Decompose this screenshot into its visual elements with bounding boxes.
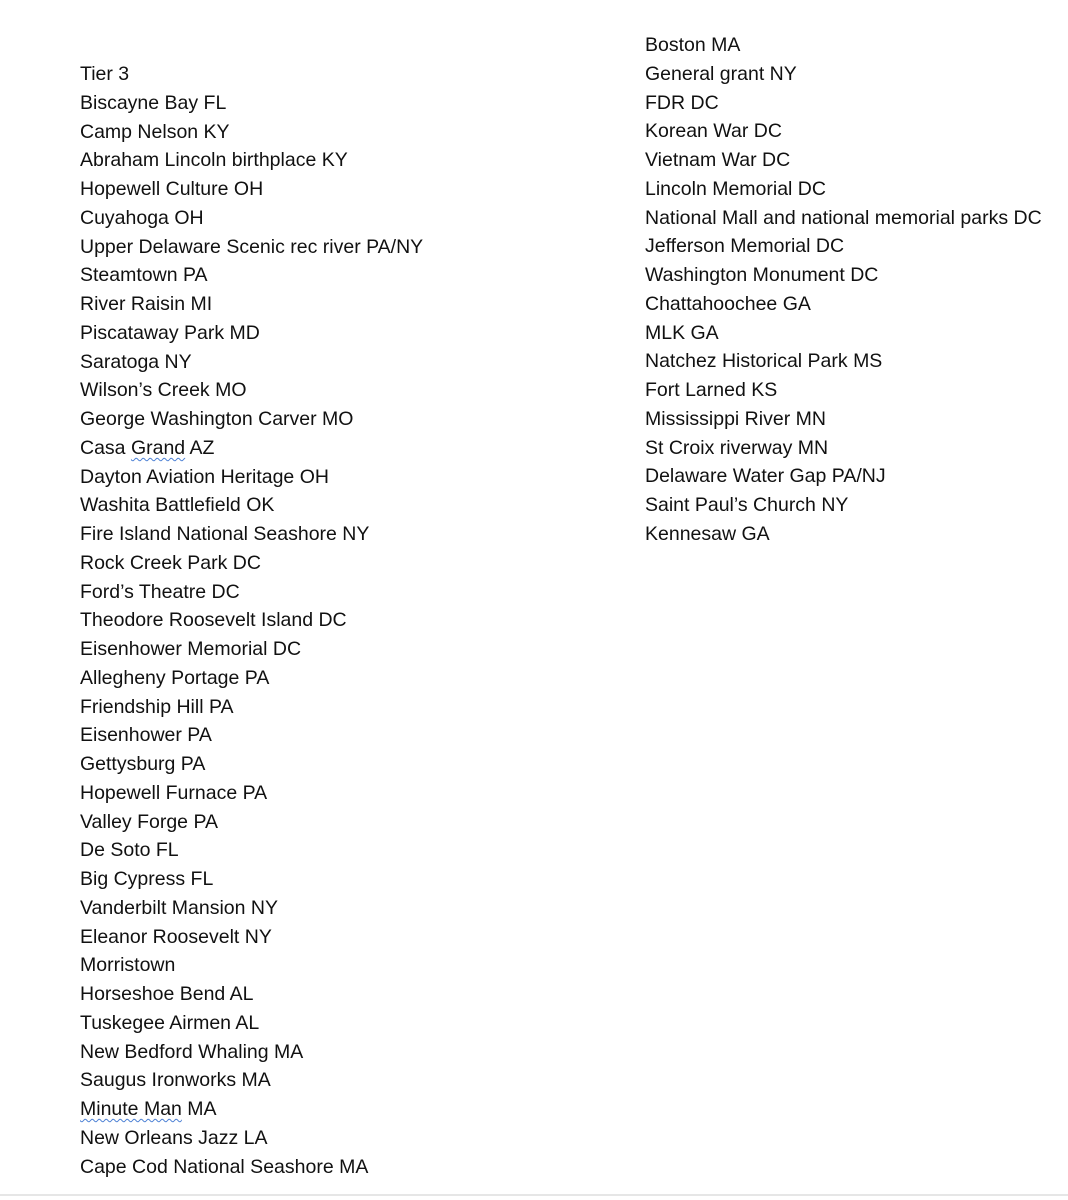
list-item: Jefferson Memorial DC bbox=[645, 235, 845, 258]
list-item: Vietnam War DC bbox=[645, 149, 791, 171]
list-item: Theodore Roosevelt Island DC bbox=[80, 609, 347, 632]
list-item: Tuskegee Airmen AL bbox=[80, 1011, 260, 1034]
list-item: Korean War DC bbox=[645, 120, 782, 143]
list-item: Morristown bbox=[80, 954, 176, 977]
list-item: Hopewell Furnace PA bbox=[80, 781, 268, 804]
list-item: Saratoga NY bbox=[80, 350, 192, 373]
list-item: Abraham Lincoln birthplace KY bbox=[80, 149, 348, 172]
list-item: Saint Paul’s Church NY bbox=[645, 494, 849, 516]
list-item: Wilson’s Creek MO bbox=[80, 379, 247, 402]
text-segment: Casa bbox=[80, 436, 131, 459]
list-item: Eleanor Roosevelt NY bbox=[80, 925, 272, 948]
left-column-list bbox=[80, 60, 423, 1181]
list-item: Ford’s Theatre DC bbox=[80, 580, 240, 603]
list-item: Camp Nelson KY bbox=[80, 120, 230, 143]
page-bottom-edge bbox=[0, 1194, 1068, 1196]
list-item: Cuyahoga OH bbox=[80, 206, 204, 229]
list-item: FDR DC bbox=[645, 91, 719, 114]
list-item: Washita Battlefield OK bbox=[80, 494, 275, 517]
text-segment: MA bbox=[181, 1098, 217, 1120]
list-item: MLK GA bbox=[645, 321, 719, 344]
list-item: Big Cypress FL bbox=[80, 868, 214, 890]
list-item: Eisenhower PA bbox=[80, 724, 212, 747]
list-item: River Raisin MI bbox=[80, 293, 213, 315]
list-item: Hopewell Culture OH bbox=[80, 178, 264, 200]
list-item: St Croix riverway MN bbox=[645, 436, 829, 459]
list-item: Steamtown PA bbox=[80, 264, 208, 287]
spellcheck-flagged-word[interactable]: Minute Man bbox=[80, 1098, 182, 1120]
spellcheck-flagged-word[interactable]: Grand bbox=[130, 436, 186, 459]
list-item: Chattahoochee GA bbox=[645, 292, 811, 315]
list-item: Cape Cod National Seashore MA bbox=[80, 1155, 369, 1178]
right-column-list bbox=[645, 31, 1042, 549]
list-item: Mississippi River MN bbox=[645, 407, 826, 430]
list-item-casa-grand bbox=[80, 434, 423, 463]
list-item: Friendship Hill PA bbox=[80, 695, 234, 718]
list-item: Natchez Historical Park MS bbox=[645, 350, 883, 373]
list-item: Piscataway Park MD bbox=[80, 321, 260, 344]
list-item: Dayton Aviation Heritage OH bbox=[80, 465, 329, 488]
list-item: Lincoln Memorial DC bbox=[645, 177, 826, 200]
list-item: Rock Creek Park DC bbox=[80, 551, 261, 574]
list-item: De Soto FL bbox=[80, 839, 179, 862]
list-item: Upper Delaware Scenic rec river PA/NY bbox=[80, 235, 424, 258]
list-item: Fire Island National Seashore NY bbox=[80, 523, 370, 545]
list-item: National Mall and national memorial parks DC bbox=[645, 206, 1042, 229]
list-item: George Washington Carver MO bbox=[80, 408, 354, 430]
list-item: Delaware Water Gap PA/NJ bbox=[645, 465, 886, 488]
list-item: Boston MA bbox=[645, 34, 741, 56]
list-item: Kennesaw GA bbox=[645, 522, 770, 545]
list-item: New Orleans Jazz LA bbox=[80, 1126, 268, 1149]
list-item: Valley Forge PA bbox=[80, 810, 219, 833]
list-item: Tier 3 bbox=[80, 63, 130, 85]
list-item: Gettysburg PA bbox=[80, 753, 206, 775]
list-item: Fort Larned KS bbox=[645, 379, 778, 401]
list-item: Saugus Ironworks MA bbox=[80, 1069, 271, 1092]
list-item: Horseshoe Bend AL bbox=[80, 983, 254, 1005]
list-item: Washington Monument DC bbox=[645, 264, 879, 286]
list-item: New Bedford Whaling MA bbox=[80, 1040, 304, 1063]
text-segment: AZ bbox=[185, 436, 215, 459]
list-item: Eisenhower Memorial DC bbox=[80, 638, 302, 660]
list-item-minute-man bbox=[80, 1095, 423, 1124]
list-item: General grant NY bbox=[645, 62, 797, 85]
list-item: Vanderbilt Mansion NY bbox=[80, 896, 278, 919]
list-item: Biscayne Bay FL bbox=[80, 91, 227, 114]
list-item: Allegheny Portage PA bbox=[80, 666, 270, 689]
